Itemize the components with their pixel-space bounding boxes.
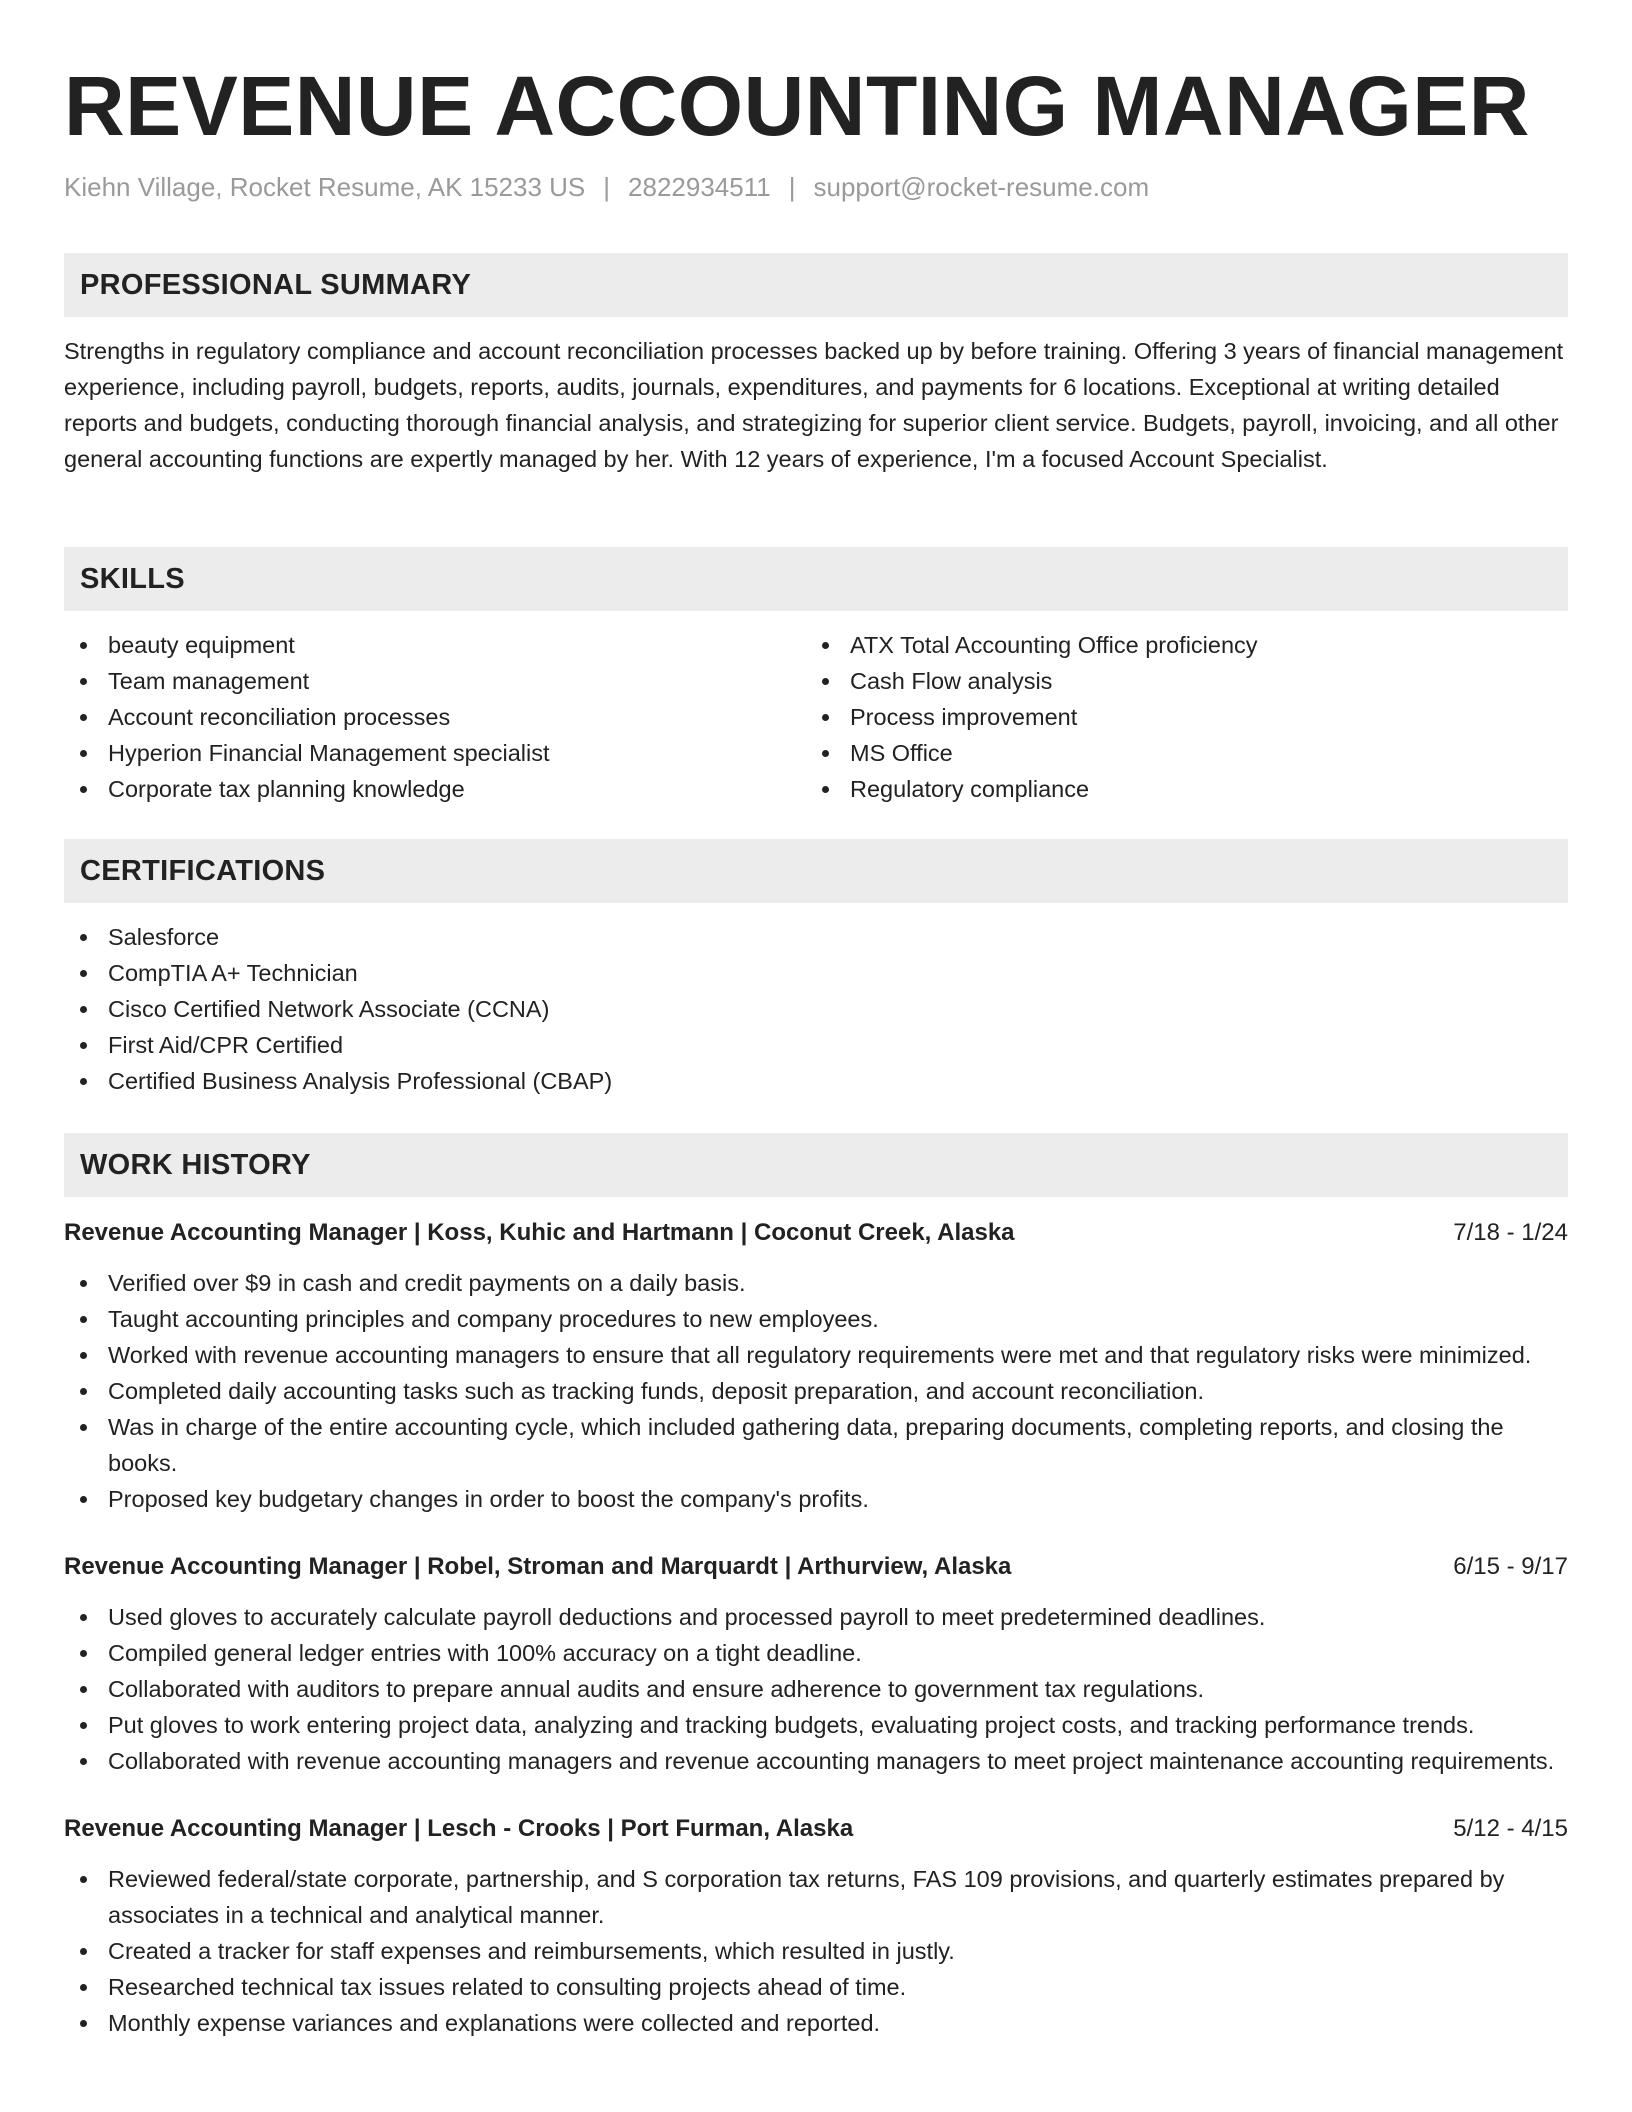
contact-separator: | xyxy=(788,172,796,202)
job-bullet: Collaborated with revenue accounting managers and revenue accounting managers to meet project maintenance accounting requirements. xyxy=(64,1743,1568,1779)
contact-email: support@rocket-resume.com xyxy=(813,172,1150,202)
certification-item: Certified Business Analysis Professional (CBAP) xyxy=(64,1063,1568,1099)
certifications-list xyxy=(64,919,1568,1099)
job-bullet: Verified over $9 in cash and credit payments on a daily basis. xyxy=(64,1265,1568,1301)
skill-item: Process improvement xyxy=(806,699,1548,735)
skill-item: Corporate tax planning knowledge xyxy=(64,771,806,807)
job-dates: 7/18 - 1/24 xyxy=(1453,1219,1568,1246)
resume-title: REVENUE ACCOUNTING MANAGER xyxy=(64,59,1530,153)
job-bullet: Put gloves to work entering project data, analyzing and tracking budgets, evaluating project costs, and tracking performance trends. xyxy=(64,1707,1568,1743)
skill-item: Team management xyxy=(64,663,806,699)
section-header-certifications: CERTIFICATIONS xyxy=(64,839,1568,903)
job-header xyxy=(64,1809,1568,1849)
job-entry xyxy=(64,1809,1568,2041)
skill-item: Account reconciliation processes xyxy=(64,699,806,735)
job-bullet: Researched technical tax issues related to consulting projects ahead of time. xyxy=(64,1969,1568,2005)
certification-item: CompTIA A+ Technician xyxy=(64,955,1568,991)
job-bullet: Compiled general ledger entries with 100% accuracy on a tight deadline. xyxy=(64,1635,1568,1671)
job-entry xyxy=(64,1213,1568,1517)
job-title: Revenue Accounting Manager | Robel, Stroman and Marquardt | Arthurview, Alaska xyxy=(64,1553,1012,1580)
work-history-list xyxy=(64,1213,1568,2071)
certification-item: First Aid/CPR Certified xyxy=(64,1027,1568,1063)
job-bullet: Monthly expense variances and explanations were collected and reported. xyxy=(64,2005,1568,2041)
skill-item: Cash Flow analysis xyxy=(806,663,1548,699)
certification-item: Salesforce xyxy=(64,919,1568,955)
job-bullet: Taught accounting principles and company procedures to new employees. xyxy=(64,1301,1568,1337)
job-dates: 5/12 - 4/15 xyxy=(1453,1815,1568,1842)
contact-address: Kiehn Village, Rocket Resume, AK 15233 US xyxy=(64,172,586,202)
skills-list xyxy=(64,627,1568,807)
skills-column-left xyxy=(64,627,806,807)
skill-item: ATX Total Accounting Office proficiency xyxy=(806,627,1548,663)
section-header-skills: SKILLS xyxy=(64,547,1568,611)
job-header xyxy=(64,1547,1568,1587)
job-bullet: Proposed key budgetary changes in order to boost the company's profits. xyxy=(64,1481,1568,1517)
resume-page xyxy=(64,0,1568,2036)
contact-separator: | xyxy=(603,172,611,202)
job-bullet: Completed daily accounting tasks such as tracking funds, deposit preparation, and account reconciliation. xyxy=(64,1373,1568,1409)
job-bullet: Was in charge of the entire accounting cycle, which included gathering data, preparing documents, completing reports, and closing the books. xyxy=(64,1409,1568,1481)
skill-item: MS Office xyxy=(806,735,1548,771)
section-header-work-history: WORK HISTORY xyxy=(64,1133,1568,1197)
job-bullet: Collaborated with auditors to prepare annual audits and ensure adherence to government tax regulations. xyxy=(64,1671,1568,1707)
skill-item: Regulatory compliance xyxy=(806,771,1548,807)
job-bullet: Worked with revenue accounting managers to ensure that all regulatory requirements were met and that regulatory risks were minimized. xyxy=(64,1337,1568,1373)
skills-column-right xyxy=(806,627,1548,807)
skill-item: Hyperion Financial Management specialist xyxy=(64,735,806,771)
job-dates: 6/15 - 9/17 xyxy=(1453,1553,1568,1580)
job-bullet: Reviewed federal/state corporate, partnership, and S corporation tax returns, FAS 109 provisions, and quarterly estimates prepared by associates in a technical and analytical manner. xyxy=(64,1861,1568,1933)
skill-item: beauty equipment xyxy=(64,627,806,663)
job-bullet: Used gloves to accurately calculate payroll deductions and processed payroll to meet predetermined deadlines. xyxy=(64,1599,1568,1635)
job-title: Revenue Accounting Manager | Lesch - Crooks | Port Furman, Alaska xyxy=(64,1815,854,1842)
job-title: Revenue Accounting Manager | Koss, Kuhic and Hartmann | Coconut Creek, Alaska xyxy=(64,1219,1015,1246)
certification-item: Cisco Certified Network Associate (CCNA) xyxy=(64,991,1568,1027)
job-entry xyxy=(64,1547,1568,1779)
job-bullet: Created a tracker for staff expenses and reimbursements, which resulted in justly. xyxy=(64,1933,1568,1969)
job-header xyxy=(64,1213,1568,1253)
section-header-professional-summary: PROFESSIONAL SUMMARY xyxy=(64,253,1568,317)
summary-text: Strengths in regulatory compliance and account reconciliation processes backed up by before training. Offering 3 years of financial management experience, including payroll, budgets, reports, audits, journals, expenditures, and payments for 6 locations. Exceptional at writing detailed reports and budgets, conducting thorough financial analysis, and strategizing for superior client service. Budgets, payroll, invoicing, and all other general accounting functions are expertly managed by her. With 12 years of experience, I'm a focused Account Specialist. xyxy=(64,338,1564,472)
contact-line xyxy=(64,170,1568,204)
contact-phone: 2822934511 xyxy=(628,172,771,202)
